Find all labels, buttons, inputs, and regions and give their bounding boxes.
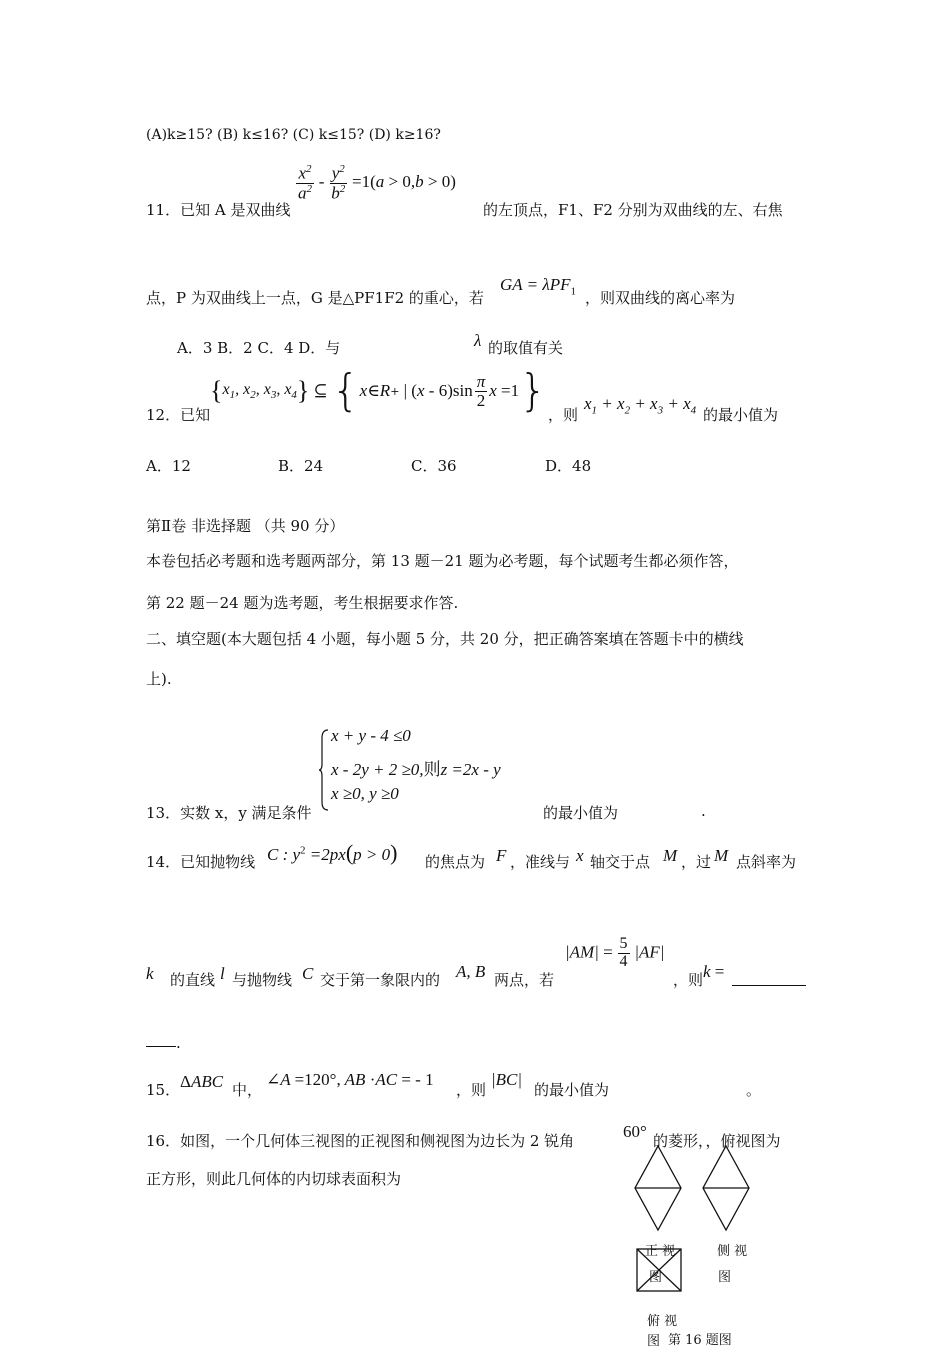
q11-option-d-suffix: 的取值有关 — [488, 339, 564, 357]
q14-l: l — [220, 964, 225, 983]
q11-prefix: 11．已知 A 是双曲线 — [146, 201, 291, 219]
q13-suffix: 的最小值为 — [543, 804, 619, 822]
q13-prefix: 13．实数 x，y 满足条件 — [146, 804, 312, 822]
top-view-label-2: 图 — [647, 1334, 661, 1349]
q12-set-formula: { $x_1$, $x_2$, $x_3$, $x_4$ } ⊆ { x ∈ R + | (x - 6)sin $\frac{\pi}{2}$ x =1 } — [210, 365, 548, 416]
q11-options: A．3 B．2 C．4 D．与 — [177, 339, 341, 357]
q15-triangle: ΔABC — [180, 1072, 224, 1091]
q14-ratio-formula: |AM| = $\frac{5}{4}$ |AF| — [565, 935, 665, 970]
q14-k: k — [146, 964, 154, 983]
q12-option-d: D．48 — [545, 457, 592, 475]
fill-heading-2: 上). — [146, 670, 172, 688]
q13-end: . — [701, 802, 706, 820]
part2-heading: 第Ⅱ卷 非选择题 （共 90 分） — [146, 517, 345, 535]
q14-answer-blank[interactable] — [732, 985, 806, 986]
q11-line2-suffix: ，则双曲线的离心率为 — [585, 289, 736, 307]
q14-l2-t5: ，则 — [673, 971, 704, 989]
q16-line1: 16．如图，一个几何体三视图的正视图和侧视图为边长为 2 锐角 — [146, 1132, 575, 1150]
q14-l2-t2: 与抛物线 — [232, 971, 293, 989]
q14-t1: 的焦点为 — [425, 853, 486, 871]
front-view-rhombus — [635, 1146, 681, 1230]
q14-C: C — [302, 964, 314, 983]
q11-hyperbola-formula: $\frac{x^2}{a^2}$ - $\frac{y^2}{b^2}$ =1(a > 0,b > 0) — [298, 163, 456, 203]
q14-t4: ，过 — [681, 853, 712, 871]
q14-AB: A, B — [456, 962, 486, 981]
q14-x: x — [576, 846, 584, 865]
q11-vector-formula: GA = λPF$_1$ — [500, 275, 576, 298]
q16-line1-suffix: 的菱形，，俯视图为 — [653, 1132, 781, 1150]
q14-t5: 点斜率为 — [736, 853, 797, 871]
q14-M2: M — [714, 846, 729, 865]
q12-suffix: 的最小值为 — [703, 406, 779, 424]
q12-option-b: B．24 — [278, 457, 324, 475]
q15-end: 。 — [746, 1081, 762, 1099]
q12-sum-formula: $x_1 + x_2 + x_3 + x_4$ — [584, 394, 697, 417]
q14-parabola-formula: C : $y^2 =2px(p > 0)$ — [267, 840, 398, 865]
part2-intro-2: 第 22 题－24 题为选考题，考生根据要求作答. — [146, 594, 459, 612]
q14-t2: ，准线与 — [510, 853, 571, 871]
q14-l2-t4: 两点，若 — [494, 971, 555, 989]
side-view-label-2: 图 — [718, 1270, 732, 1285]
front-view-label-2: 图 — [649, 1270, 663, 1285]
q14-answer-blank-cont[interactable] — [146, 1046, 176, 1047]
q14-l2-t3: 交于第一象限内的 — [320, 971, 441, 989]
q15-condition-formula: ∠A =120°, AB ·AC = - 1 — [266, 1070, 434, 1089]
q14-l2-t1: 的直线 — [170, 971, 216, 989]
q12-middle: ，则 — [548, 406, 579, 424]
q15-prefix: 15． — [146, 1081, 181, 1099]
figure-caption: 第 16 题图 — [668, 1333, 732, 1348]
q10-options: (A)k≥15? (B) k≤16? (C) k≤15? (D) k≥16? — [146, 127, 441, 143]
q16-line2: 正方形，则此几何体的内切球表面积为 — [146, 1170, 402, 1188]
q11-lambda: λ — [474, 331, 482, 350]
q14-k-eq: k = — [703, 962, 725, 981]
top-view-label: 俯 视 — [647, 1314, 678, 1329]
part2-intro-1: 本卷包括必考题和选考题两部分，第 13 题－21 题为必考题，每个试题考生都必须作答， — [146, 552, 739, 570]
q13-brace — [318, 728, 330, 812]
q11-line2-prefix: 点，P 为双曲线上一点，G 是△PF1F2 的重心，若 — [146, 289, 484, 307]
q15-suffix: 的最小值为 — [534, 1081, 610, 1099]
side-view-rhombus — [703, 1146, 749, 1230]
q14-M: M — [663, 846, 678, 865]
q11-suffix: 的左顶点，F1、F2 分别为双曲线的左、右焦 — [483, 201, 783, 219]
q15-bc: |BC| — [491, 1070, 523, 1089]
fill-heading-1: 二、填空题(本大题包括 4 小题，每小题 5 分，共 20 分，把正确答案填在答题卡中的横线 — [146, 630, 744, 648]
q15-t1: 中， — [232, 1081, 263, 1099]
q12-option-c: C．36 — [411, 457, 457, 475]
q14-end: . — [176, 1034, 181, 1052]
q14-prefix: 14．已知抛物线 — [146, 853, 256, 871]
q14-F: F — [496, 846, 507, 865]
side-view-label: 侧 视 — [717, 1244, 748, 1259]
q16-angle: 60° — [623, 1122, 647, 1141]
front-view-label: 正 视 — [645, 1244, 676, 1259]
q15-t2: ，则 — [456, 1081, 487, 1099]
q14-t3: 轴交于点 — [590, 853, 651, 871]
q12-prefix: 12．已知 — [146, 406, 211, 424]
q12-option-a: A．12 — [146, 457, 191, 475]
